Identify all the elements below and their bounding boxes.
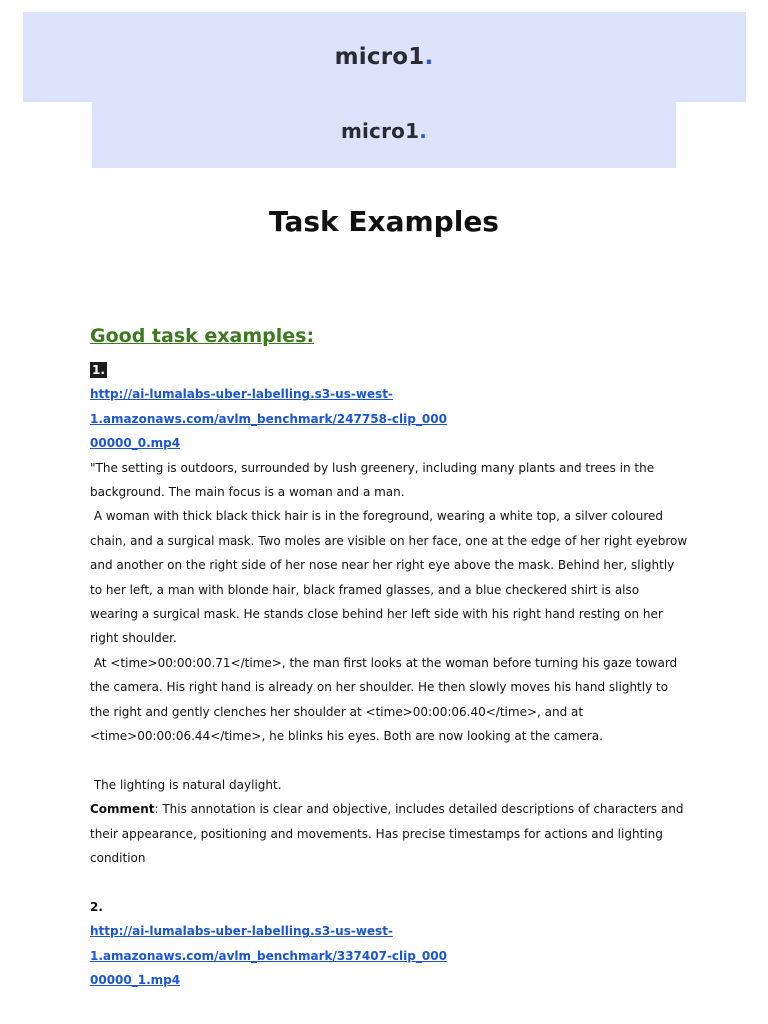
section-heading: Good task examples: <box>90 325 315 347</box>
example-1-paragraph-3: At <time>00:00:00.71</time>, the man first looks at the woman before turning his gaze toward the camera. His right hand is already on her shoulder. He then slowly moves his hand slightly to the right and gently clenches her shoulder at <time>00:00:06.40</time>, and at <time>00:00:06.44</time>, he blinks his eyes. Both are now looking at the camera. <box>90 655 682 744</box>
example-2-link[interactable]: http://ai-lumalabs-uber-labelling.s3-us-west-1.amazonaws.com/avlm_benchmark/337407-clip_000 00000_1.mp4 <box>90 924 447 988</box>
micro1-logo: micro1. <box>334 44 434 70</box>
example-1-paragraph-4: The lighting is natural daylight. <box>90 777 282 792</box>
micro1-inner-logo: micro1. <box>340 119 428 143</box>
examples-content <box>90 358 690 993</box>
example-1-number: 1. <box>92 363 105 377</box>
example-1-paragraph-2: A woman with thick black thick hair is in the foreground, wearing a white top, a silver coloured chain, and a surgical mask. Two moles are visible on her face, one at the edge of her right eyebrow and another on the right side of her nose near her right eye above the mask. Behind her, slightly to her left, a man with blonde hair, black framed glasses, and a blue checkered shirt is also wearing a surgical mask. He stands close behind her left side with his right hand resting on her right shoulder. <box>90 509 691 646</box>
comment-text: : This annotation is clear and objective, includes detailed descriptions of characters and their appearance, positioning and movements. Has precise timestamps for actions and lighting condition <box>90 802 684 866</box>
page-title: Task Examples <box>269 205 499 238</box>
example-1-link[interactable]: http://ai-lumalabs-uber-labelling.s3-us-west-1.amazonaws.com/avlm_benchmark/247758-clip_000 00000_0.mp4 <box>90 387 447 451</box>
example-1-comment <box>90 797 690 870</box>
example-1-paragraph-1: "The setting is outdoors, surrounded by lush greenery, including many plants and trees in the background. The main focus is a woman and a man. <box>90 460 655 500</box>
example-2-number: 2. <box>90 899 103 914</box>
comment-label: Comment <box>90 802 155 817</box>
